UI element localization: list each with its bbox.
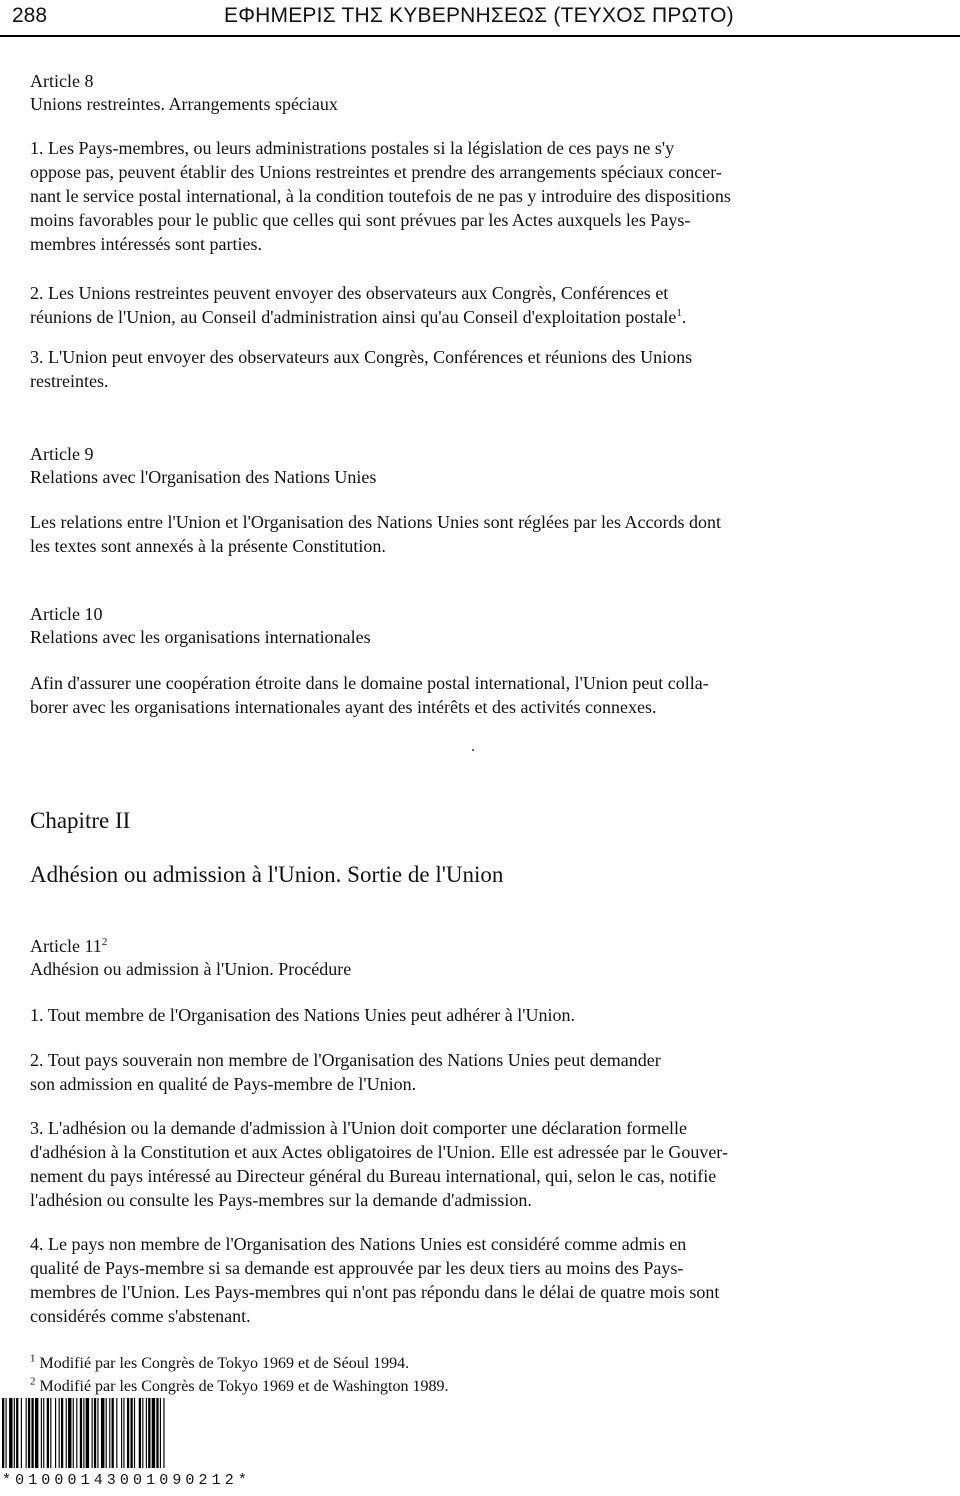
footnote-ref-2: 2 [101, 936, 108, 948]
barcode-bar [47, 1398, 49, 1468]
footnote-1 [30, 1352, 410, 1373]
barcode-bar [16, 1398, 18, 1468]
barcode-bar [68, 1398, 71, 1468]
footnote-text: Modifié par les Congrès de Tokyo 1969 et de Washington 1989. [39, 1378, 449, 1395]
barcode-bar [55, 1398, 56, 1468]
barcode-bar [97, 1398, 98, 1468]
barcode [2, 1398, 298, 1468]
barcode-bar [73, 1398, 74, 1468]
article-11-line: 3. L'adhésion ou la demande d'admission à l'Union doit comporter une déclaration formelle [30, 1118, 688, 1138]
article-8-subtitle: Unions restreintes. Arrangements spéciaux [30, 94, 338, 114]
barcode-bar [83, 1398, 84, 1468]
barcode-bar [26, 1398, 27, 1468]
article-11-line: 1. Tout membre de l'Organisation des Nations Unies peut adhérer à l'Union. [30, 1005, 575, 1025]
barcode-bar [43, 1398, 44, 1468]
page-number: 288 [12, 4, 48, 27]
article-8-line: restreintes. [30, 371, 109, 391]
barcode-bar [116, 1398, 117, 1468]
article-10-line: borer avec les organisations internationales ayant des intérêts et des activités connexes. [30, 697, 657, 717]
article-8-line: réunions de l'Union, au Conseil d'administration ainsi qu'au Conseil d'exploitation postale$^1$. [30, 307, 687, 327]
barcode-bar [134, 1398, 135, 1468]
barcode-bar [123, 1398, 124, 1468]
article-11-line: qualité de Pays-membre si sa demande est approuvée par les deux tiers au moins des Pays- [30, 1258, 684, 1278]
article-9-line: Les relations entre l'Union et l'Organisation des Nations Unies sont réglées par les Accords dont [30, 512, 721, 532]
barcode-bar [139, 1398, 141, 1468]
footnote-ref-1: 1 [676, 307, 682, 319]
barcode-bar [148, 1398, 150, 1468]
barcode-bar [106, 1398, 107, 1468]
article-11-line: membres de l'Union. Les Pays-membres qui n'ont pas répondu dans le délai de quatre mois sont [30, 1282, 720, 1302]
barcode-bar [163, 1398, 164, 1468]
article-9-subtitle: Relations avec l'Organisation des Nations Unies [30, 467, 377, 487]
article-8-line: moins favorables pour le public que celles qui sont prévues par les Actes auxquels les Pays- [30, 210, 691, 230]
footnote-mark: 1 [30, 1352, 36, 1365]
barcode-bar [121, 1398, 122, 1468]
header-rule [0, 35, 960, 37]
barcode-bar [112, 1398, 114, 1468]
barcode-bar [14, 1398, 15, 1468]
article-8-line: 1. Les Pays-membres, ou leurs administrations postales si la législation de ces pays ne s'y [30, 138, 675, 158]
barcode-bar [142, 1398, 143, 1468]
article-11-line: l'adhésion ou consulte les Pays-membres sur la demande d'admission. [30, 1190, 532, 1210]
barcode-bar [80, 1398, 82, 1468]
barcode-bar [61, 1398, 63, 1468]
barcode-bar [92, 1398, 93, 1468]
barcode-bar [28, 1398, 30, 1468]
scan-speck [472, 749, 474, 751]
barcode-bar [94, 1398, 96, 1468]
barcode-bar [86, 1398, 89, 1468]
barcode-bar [127, 1398, 129, 1468]
chapter-title: Adhésion ou admission à l'Union. Sortie de l'Union [30, 862, 504, 887]
barcode-text: *01000143001090212* [2, 1472, 251, 1489]
barcode-bar [50, 1398, 51, 1468]
barcode-bar [76, 1398, 77, 1468]
article-11-line: nement du pays intéressé au Directeur général du Bureau international, qui, selon le cas, notifie [30, 1166, 717, 1186]
article-9-line: les textes sont annexés à la présente Constitution. [30, 536, 386, 556]
barcode-bar [59, 1398, 60, 1468]
article-8-heading: Article 8 [30, 71, 94, 91]
barcode-bar [41, 1398, 42, 1468]
article-10-line: Afin d'assurer une coopération étroite dans le domaine postal international, l'Union peut colla- [30, 673, 709, 693]
article-11-line: son admission en qualité de Pays-membre de l'Union. [30, 1074, 417, 1094]
gazette-title: ΕΦΗΜΕΡΙΣ ΤΗΣ ΚΥΒΕΡΝΗΣΕΩΣ (ΤΕΥΧΟΣ ΠΡΩΤΟ) [224, 4, 734, 27]
article-11-line: 2. Tout pays souverain non membre de l'Organisation des Nations Unies peut demander [30, 1050, 661, 1070]
footnote-text: Modifié par les Congrès de Tokyo 1969 et de Séoul 1994. [39, 1355, 410, 1372]
article-11-line: considérés comme s'abstenant. [30, 1306, 251, 1326]
barcode-bar [109, 1398, 110, 1468]
article-8-line: 2. Les Unions restreintes peuvent envoyer des observateurs aux Congrès, Conférences et [30, 283, 669, 303]
article-11-subtitle: Adhésion ou admission à l'Union. Procédure [30, 959, 352, 979]
barcode-bar [6, 1398, 7, 1468]
barcode-bar [156, 1398, 158, 1468]
footnote-mark: 2 [30, 1375, 36, 1388]
footnote-2 [30, 1375, 449, 1396]
barcode-bar [101, 1398, 104, 1468]
article-11-line: d'adhésion à la Constitution et aux Actes obligatoires de l'Union. Elle est adressée par le Gouver- [30, 1142, 728, 1162]
article-8-line: oppose pas, peuvent établir des Unions restreintes et prendre des arrangements spéciaux concer- [30, 162, 722, 182]
barcode-bar [66, 1398, 67, 1468]
article-8-line: nant le service postal international, à la condition toutefois de ne pas y introduire des dispositions [30, 186, 731, 206]
barcode-bar [2, 1398, 4, 1468]
barcode-bar [130, 1398, 132, 1468]
article-8-line: membres intéressés sont parties. [30, 234, 262, 254]
article-9-heading: Article 9 [30, 444, 94, 464]
barcode-bar [31, 1398, 33, 1468]
chapter-label: Chapitre II [30, 808, 131, 833]
article-11-heading: Article $11^2$ [30, 936, 108, 956]
barcode-bar [146, 1398, 147, 1468]
barcode-bar [152, 1398, 155, 1468]
article-10-subtitle: Relations avec les organisations internationales [30, 627, 371, 647]
article-11-line: 4. Le pays non membre de l'Organisation des Nations Unies est considéré comme admis en [30, 1234, 687, 1254]
barcode-bar [160, 1398, 161, 1468]
article-8-line: 3. L'Union peut envoyer des observateurs aux Congrès, Conférences et réunions des Unions [30, 347, 693, 367]
barcode-bar [21, 1398, 22, 1468]
barcode-bar [9, 1398, 12, 1468]
article-10-heading: Article 10 [30, 604, 103, 624]
barcode-bar [35, 1398, 38, 1468]
